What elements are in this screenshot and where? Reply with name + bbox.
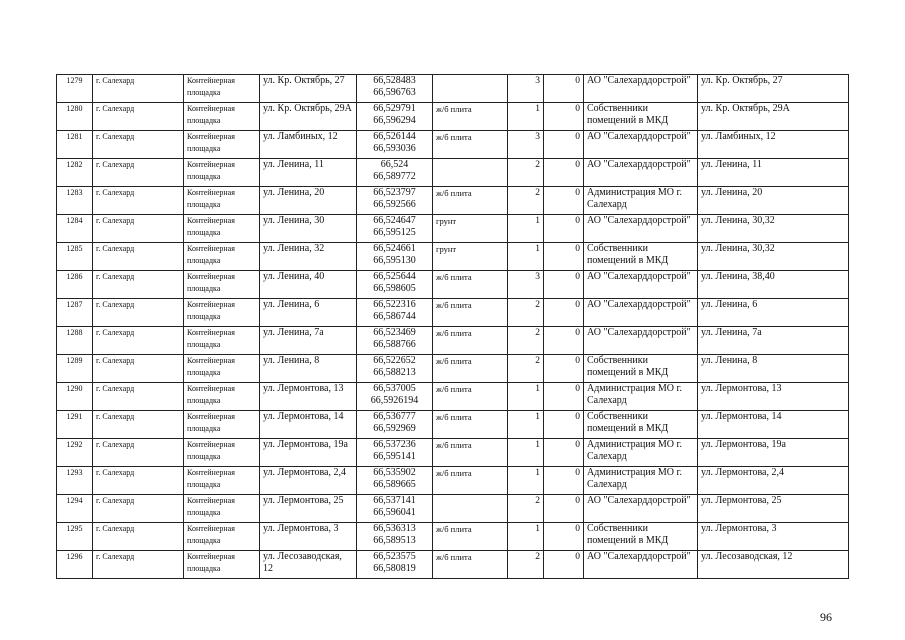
address-cell: ул. Лермонтова, 14 xyxy=(260,411,357,439)
served-objects-cell: ул. Ленина, 20 xyxy=(698,187,849,215)
city-cell: г. Салехард xyxy=(93,243,184,271)
latitude: 66,525644 xyxy=(373,271,416,282)
container-count-cell: 2 xyxy=(508,299,544,327)
longitude: 66,595141 xyxy=(373,451,416,462)
volume-cell: 0 xyxy=(544,75,584,103)
container-count-cell: 1 xyxy=(508,411,544,439)
row-number: 1282 xyxy=(57,159,93,187)
table-row xyxy=(57,495,849,523)
volume-cell: 0 xyxy=(544,411,584,439)
served-objects-cell: ул. Кр. Октябрь, 27 xyxy=(698,75,849,103)
city-cell: г. Салехард xyxy=(93,131,184,159)
site-type-cell: Контейнерная площадка xyxy=(184,103,260,131)
page-number: 96 xyxy=(820,610,832,624)
city-cell: г. Салехард xyxy=(93,215,184,243)
row-number: 1291 xyxy=(57,411,93,439)
city-cell: г. Салехард xyxy=(93,495,184,523)
longitude: 66,589513 xyxy=(373,535,416,546)
site-type-cell: Контейнерная площадка xyxy=(184,383,260,411)
volume-cell: 0 xyxy=(544,299,584,327)
site-type-cell: Контейнерная площадка xyxy=(184,411,260,439)
volume-cell: 0 xyxy=(544,355,584,383)
longitude: 66,596763 xyxy=(373,87,416,98)
longitude: 66,592969 xyxy=(373,423,416,434)
surface-cell: ж/б плита xyxy=(433,131,508,159)
container-count-cell: 1 xyxy=(508,383,544,411)
site-type-cell: Контейнерная площадка xyxy=(184,131,260,159)
owner-cell: АО "Салехарддорстрой" xyxy=(584,495,698,523)
table-row xyxy=(57,103,849,131)
volume-cell: 0 xyxy=(544,551,584,579)
longitude: 66,596041 xyxy=(373,507,416,518)
row-number: 1293 xyxy=(57,467,93,495)
city-cell: г. Салехард xyxy=(93,299,184,327)
coordinates-cell xyxy=(357,271,433,299)
row-number: 1292 xyxy=(57,439,93,467)
longitude: 66,588213 xyxy=(373,367,416,378)
address-cell: ул. Ленина, 7а xyxy=(260,327,357,355)
latitude: 66,529791 xyxy=(373,103,416,114)
coordinates-cell xyxy=(357,411,433,439)
longitude: 66,596294 xyxy=(373,115,416,126)
volume-cell: 0 xyxy=(544,131,584,159)
table-row xyxy=(57,131,849,159)
site-type-cell: Контейнерная площадка xyxy=(184,159,260,187)
city-cell: г. Салехард xyxy=(93,103,184,131)
latitude: 66,528483 xyxy=(373,75,416,86)
container-count-cell: 1 xyxy=(508,467,544,495)
container-count-cell: 2 xyxy=(508,327,544,355)
table-row xyxy=(57,327,849,355)
surface-cell: ж/б плита xyxy=(433,271,508,299)
row-number: 1285 xyxy=(57,243,93,271)
row-number: 1280 xyxy=(57,103,93,131)
served-objects-cell: ул. Лермонтова, 25 xyxy=(698,495,849,523)
table-row xyxy=(57,299,849,327)
served-objects-cell: ул. Лермонтова, 19а xyxy=(698,439,849,467)
longitude: 66,5926194 xyxy=(370,395,419,406)
container-count-cell: 2 xyxy=(508,159,544,187)
table-row xyxy=(57,439,849,467)
address-cell: ул. Ленина, 11 xyxy=(260,159,357,187)
volume-cell: 0 xyxy=(544,523,584,551)
site-type-cell: Контейнерная площадка xyxy=(184,327,260,355)
address-cell: ул. Ленина, 40 xyxy=(260,271,357,299)
address-cell: ул. Лермонтова, 2,4 xyxy=(260,467,357,495)
row-number: 1295 xyxy=(57,523,93,551)
city-cell: г. Салехард xyxy=(93,411,184,439)
container-count-cell: 2 xyxy=(508,551,544,579)
city-cell: г. Салехард xyxy=(93,439,184,467)
table-row xyxy=(57,215,849,243)
city-cell: г. Салехард xyxy=(93,327,184,355)
owner-cell: Собственники помещений в МКД xyxy=(584,103,698,131)
served-objects-cell: ул. Лермонтова, 2,4 xyxy=(698,467,849,495)
owner-cell: АО "Салехарддорстрой" xyxy=(584,159,698,187)
owner-cell: Собственники помещений в МКД xyxy=(584,243,698,271)
owner-cell: АО "Салехарддорстрой" xyxy=(584,271,698,299)
volume-cell: 0 xyxy=(544,243,584,271)
row-number: 1283 xyxy=(57,187,93,215)
coordinates-cell xyxy=(357,355,433,383)
coordinates-cell xyxy=(357,159,433,187)
coordinates-cell xyxy=(357,131,433,159)
volume-cell: 0 xyxy=(544,159,584,187)
owner-cell: АО "Салехарддорстрой" xyxy=(584,327,698,355)
city-cell: г. Салехард xyxy=(93,271,184,299)
container-count-cell: 3 xyxy=(508,271,544,299)
owner-cell: АО "Салехарддорстрой" xyxy=(584,299,698,327)
address-cell: ул. Ленина, 8 xyxy=(260,355,357,383)
city-cell: г. Салехард xyxy=(93,523,184,551)
latitude: 66,526144 xyxy=(373,131,416,142)
surface-cell: ж/б плита xyxy=(433,411,508,439)
row-number: 1284 xyxy=(57,215,93,243)
table-row xyxy=(57,271,849,299)
container-count-cell: 1 xyxy=(508,215,544,243)
row-number: 1279 xyxy=(57,75,93,103)
site-type-cell: Контейнерная площадка xyxy=(184,467,260,495)
longitude: 66,592566 xyxy=(373,199,416,210)
volume-cell: 0 xyxy=(544,383,584,411)
coordinates-cell xyxy=(357,299,433,327)
served-objects-cell: ул. Ленина, 30,32 xyxy=(698,243,849,271)
address-cell: ул. Лесозаводская, 12 xyxy=(260,551,357,579)
volume-cell: 0 xyxy=(544,215,584,243)
surface-cell: ж/б плита xyxy=(433,383,508,411)
surface-cell: ж/б плита xyxy=(433,327,508,355)
coordinates-cell xyxy=(357,243,433,271)
surface-cell: ж/б плита xyxy=(433,103,508,131)
coordinates-cell xyxy=(357,215,433,243)
volume-cell: 0 xyxy=(544,467,584,495)
surface-cell: ж/б плита xyxy=(433,187,508,215)
latitude: 66,524661 xyxy=(373,243,416,254)
longitude: 66,598605 xyxy=(373,283,416,294)
volume-cell: 0 xyxy=(544,439,584,467)
latitude: 66,523797 xyxy=(373,187,416,198)
surface-cell: ж/б плита xyxy=(433,551,508,579)
served-objects-cell: ул. Лесозаводская, 12 xyxy=(698,551,849,579)
surface-cell: грунт xyxy=(433,215,508,243)
city-cell: г. Салехард xyxy=(93,467,184,495)
site-type-cell: Контейнерная площадка xyxy=(184,495,260,523)
served-objects-cell: ул. Ленина, 30,32 xyxy=(698,215,849,243)
owner-cell: Собственники помещений в МКД xyxy=(584,523,698,551)
longitude: 66,586744 xyxy=(373,311,416,322)
table-row xyxy=(57,523,849,551)
owner-cell: АО "Салехарддорстрой" xyxy=(584,131,698,159)
container-count-cell: 1 xyxy=(508,243,544,271)
longitude: 66,595130 xyxy=(373,255,416,266)
address-cell: ул. Ленина, 30 xyxy=(260,215,357,243)
surface-cell xyxy=(433,159,508,187)
container-count-cell: 3 xyxy=(508,75,544,103)
row-number: 1281 xyxy=(57,131,93,159)
address-cell: ул. Кр. Октябрь, 27 xyxy=(260,75,357,103)
served-objects-cell: ул. Ламбиных, 12 xyxy=(698,131,849,159)
container-count-cell: 3 xyxy=(508,131,544,159)
container-count-cell: 2 xyxy=(508,495,544,523)
container-count-cell: 1 xyxy=(508,103,544,131)
site-type-cell: Контейнерная площадка xyxy=(184,439,260,467)
served-objects-cell: ул. Ленина, 11 xyxy=(698,159,849,187)
address-cell: ул. Лермонтова, 25 xyxy=(260,495,357,523)
latitude: 66,524647 xyxy=(373,215,416,226)
coordinates-cell xyxy=(357,75,433,103)
owner-cell: АО "Салехарддорстрой" xyxy=(584,551,698,579)
longitude: 66,580819 xyxy=(373,563,416,574)
owner-cell: Администрация МО г. Салехард xyxy=(584,439,698,467)
address-cell: ул. Лермонтова, 13 xyxy=(260,383,357,411)
owner-cell: Собственники помещений в МКД xyxy=(584,411,698,439)
served-objects-cell: ул. Лермонтова, 3 xyxy=(698,523,849,551)
volume-cell: 0 xyxy=(544,327,584,355)
surface-cell xyxy=(433,75,508,103)
coordinates-cell xyxy=(357,551,433,579)
surface-cell: ж/б плита xyxy=(433,439,508,467)
container-count-cell: 1 xyxy=(508,439,544,467)
coordinates-cell xyxy=(357,187,433,215)
longitude: 66,593036 xyxy=(373,143,416,154)
row-number: 1290 xyxy=(57,383,93,411)
surface-cell: ж/б плита xyxy=(433,523,508,551)
row-number: 1294 xyxy=(57,495,93,523)
row-number: 1287 xyxy=(57,299,93,327)
coordinates-cell xyxy=(357,327,433,355)
served-objects-cell: ул. Кр. Октябрь, 29А xyxy=(698,103,849,131)
latitude: 66,537005 xyxy=(373,383,416,394)
longitude: 66,589665 xyxy=(373,479,416,490)
row-number: 1289 xyxy=(57,355,93,383)
coordinates-cell xyxy=(357,523,433,551)
address-cell: ул. Ленина, 6 xyxy=(260,299,357,327)
site-type-cell: Контейнерная площадка xyxy=(184,551,260,579)
city-cell: г. Салехард xyxy=(93,159,184,187)
city-cell: г. Салехард xyxy=(93,551,184,579)
served-objects-cell: ул. Ленина, 6 xyxy=(698,299,849,327)
city-cell: г. Салехард xyxy=(93,187,184,215)
site-type-cell: Контейнерная площадка xyxy=(184,75,260,103)
table-row xyxy=(57,551,849,579)
table-row xyxy=(57,383,849,411)
served-objects-cell: ул. Ленина, 7а xyxy=(698,327,849,355)
surface-cell xyxy=(433,495,508,523)
surface-cell: ж/б плита xyxy=(433,467,508,495)
table-row xyxy=(57,75,849,103)
coordinates-cell xyxy=(357,103,433,131)
city-cell: г. Салехард xyxy=(93,75,184,103)
latitude: 66,523575 xyxy=(373,551,416,562)
latitude: 66,522652 xyxy=(373,355,416,366)
city-cell: г. Салехард xyxy=(93,383,184,411)
volume-cell: 0 xyxy=(544,103,584,131)
row-number: 1286 xyxy=(57,271,93,299)
owner-cell: Администрация МО г. Салехард xyxy=(584,467,698,495)
owner-cell: Собственники помещений в МКД xyxy=(584,355,698,383)
longitude: 66,589772 xyxy=(373,171,416,182)
site-type-cell: Контейнерная площадка xyxy=(184,523,260,551)
volume-cell: 0 xyxy=(544,495,584,523)
table-row xyxy=(57,243,849,271)
volume-cell: 0 xyxy=(544,271,584,299)
container-count-cell: 1 xyxy=(508,523,544,551)
site-type-cell: Контейнерная площадка xyxy=(184,355,260,383)
latitude: 66,537141 xyxy=(373,495,416,506)
address-cell: ул. Лермонтова, 3 xyxy=(260,523,357,551)
served-objects-cell: ул. Ленина, 8 xyxy=(698,355,849,383)
volume-cell: 0 xyxy=(544,187,584,215)
surface-cell: грунт xyxy=(433,243,508,271)
owner-cell: Администрация МО г. Салехард xyxy=(584,187,698,215)
latitude: 66,536313 xyxy=(373,523,416,534)
address-cell: ул. Лермонтова, 19а xyxy=(260,439,357,467)
coordinates-cell xyxy=(357,495,433,523)
longitude: 66,588766 xyxy=(373,339,416,350)
latitude: 66,523469 xyxy=(373,327,416,338)
coordinates-cell xyxy=(357,383,433,411)
register-table xyxy=(56,74,849,579)
table-row xyxy=(57,187,849,215)
served-objects-cell: ул. Лермонтова, 13 xyxy=(698,383,849,411)
site-type-cell: Контейнерная площадка xyxy=(184,299,260,327)
address-cell: ул. Кр. Октябрь, 29А xyxy=(260,103,357,131)
table-body xyxy=(57,75,849,579)
table-row xyxy=(57,411,849,439)
row-number: 1296 xyxy=(57,551,93,579)
surface-cell: ж/б плита xyxy=(433,355,508,383)
site-type-cell: Контейнерная площадка xyxy=(184,271,260,299)
owner-cell: АО "Салехарддорстрой" xyxy=(584,75,698,103)
address-cell: ул. Ламбиных, 12 xyxy=(260,131,357,159)
city-cell: г. Салехард xyxy=(93,355,184,383)
owner-cell: Администрация МО г. Салехард xyxy=(584,383,698,411)
table-row xyxy=(57,159,849,187)
latitude: 66,536777 xyxy=(373,411,416,422)
owner-cell: АО "Салехарддорстрой" xyxy=(584,215,698,243)
surface-cell: ж/б плита xyxy=(433,299,508,327)
latitude: 66,522316 xyxy=(373,299,416,310)
table-row xyxy=(57,355,849,383)
container-count-cell: 2 xyxy=(508,187,544,215)
served-objects-cell: ул. Ленина, 38,40 xyxy=(698,271,849,299)
latitude: 66,535902 xyxy=(373,467,416,478)
site-type-cell: Контейнерная площадка xyxy=(184,187,260,215)
latitude: 66,524 xyxy=(380,159,409,170)
row-number: 1288 xyxy=(57,327,93,355)
served-objects-cell: ул. Лермонтова, 14 xyxy=(698,411,849,439)
container-count-cell: 2 xyxy=(508,355,544,383)
site-type-cell: Контейнерная площадка xyxy=(184,215,260,243)
site-type-cell: Контейнерная площадка xyxy=(184,243,260,271)
table-row xyxy=(57,467,849,495)
address-cell: ул. Ленина, 20 xyxy=(260,187,357,215)
address-cell: ул. Ленина, 32 xyxy=(260,243,357,271)
coordinates-cell xyxy=(357,439,433,467)
longitude: 66,595125 xyxy=(373,227,416,238)
latitude: 66,537236 xyxy=(373,439,416,450)
coordinates-cell xyxy=(357,467,433,495)
